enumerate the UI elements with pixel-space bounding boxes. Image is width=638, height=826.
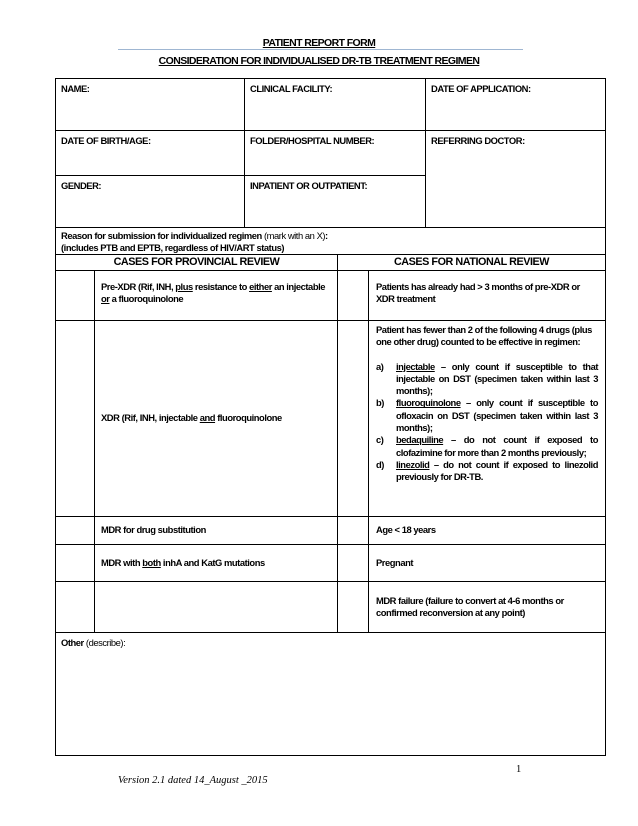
form-subtitle: CONSIDERATION FOR INDIVIDUALISED DR-TB TREATMENT REGIMEN (158, 55, 480, 67)
folder-number-field[interactable] (244, 130, 426, 176)
checkbox-pregnant[interactable] (337, 544, 369, 582)
other-describe-hint: (describe): (83, 637, 126, 648)
national-review-header: CASES FOR NATIONAL REVIEW (337, 254, 606, 271)
clinical-facility-label: CLINICAL FACILITY: (250, 83, 333, 94)
date-of-application-label: DATE OF APPLICATION: (431, 83, 531, 94)
other-describe-field[interactable] (55, 632, 606, 756)
checkbox-effective-drugs[interactable] (337, 320, 369, 517)
referring-doctor-label: REFERRING DOCTOR: (431, 135, 525, 146)
name-label: NAME: (61, 83, 90, 94)
reason-includes-note: (includes PTB and EPTB, regardless of HIV/ART status) (61, 241, 285, 253)
date-of-application-field[interactable] (425, 78, 606, 131)
national-item-pregnant: Pregnant (368, 544, 606, 582)
checkbox-provincial-blank[interactable] (55, 581, 95, 633)
provincial-item-blank (94, 581, 338, 633)
provincial-item-mdr-mutations: MDR with both inhA and KatG mutations (94, 544, 338, 582)
national-item-effective-drugs (368, 320, 606, 517)
checkbox-prior-treatment[interactable] (337, 270, 369, 321)
national-item-age: Age < 18 years (368, 516, 606, 545)
provincial-item-mdr-substitution: MDR for drug substitution (94, 516, 338, 545)
referring-doctor-field[interactable] (425, 130, 606, 228)
reason-colon: : (325, 230, 328, 241)
checkbox-mdr-substitution[interactable] (55, 516, 95, 545)
checkbox-pre-xdr[interactable] (55, 270, 95, 321)
inpatient-outpatient-field[interactable] (244, 175, 426, 228)
name-field[interactable] (55, 78, 245, 131)
dob-age-label: DATE OF BIRTH/AGE: (61, 135, 151, 146)
clinical-facility-field[interactable] (244, 78, 426, 131)
reason-mark-hint: (mark with an X) (261, 230, 326, 241)
folder-number-label: FOLDER/HOSPITAL NUMBER: (250, 135, 375, 146)
drug-item-fluoroquinolone: b) fluoroquinolone – only count if susceptible to ofloxacin on DST (specimen taken within last 3 months); (376, 397, 598, 434)
checkbox-mdr-mutations[interactable] (55, 544, 95, 582)
version-footer: Version 2.1 dated 14_August _2015 (118, 775, 268, 786)
checkbox-mdr-failure[interactable] (337, 581, 369, 633)
form-title: PATIENT REPORT FORM (262, 37, 376, 49)
other-label: Other (61, 637, 84, 648)
drug-item-bedaquiline: c) bedaquiline – do not count if exposed to clofazimine for more than 2 months previously; (376, 434, 598, 458)
national-item-prior-treatment: Patients has already had > 3 months of pre-XDR or XDR treatment (368, 270, 606, 321)
title-rule (118, 49, 523, 50)
effective-drugs-intro: Patient has fewer than 2 of the following 4 drugs (plus one other drug) counted to be effective in regimen: (376, 324, 592, 348)
effective-drugs-list (376, 361, 598, 484)
drug-item-injectable: a) injectable – only count if susceptible to that injectable on DST (specimen taken within last 3 months); (376, 360, 598, 397)
provincial-item-pre-xdr: Pre-XDR (Rif, INH, plus resistance to either an injectable or a fluoroquinolone (94, 270, 338, 321)
gender-label: GENDER: (61, 180, 102, 191)
reason-label: Reason for submission for individualized regimen (61, 230, 262, 241)
reason-block (55, 227, 606, 255)
checkbox-age[interactable] (337, 516, 369, 545)
checkbox-xdr[interactable] (55, 320, 95, 517)
provincial-review-header: CASES FOR PROVINCIAL REVIEW (55, 254, 338, 271)
inpatient-outpatient-label: INPATIENT OR OUTPATIENT: (250, 180, 368, 191)
page-number: 1 (516, 764, 522, 775)
gender-field[interactable] (55, 175, 245, 228)
provincial-item-xdr: XDR (Rif, INH, injectable and fluoroquinolone (94, 320, 338, 517)
drug-item-linezolid: d) linezolid – do not count if exposed to linezolid previously for DR-TB. (376, 458, 598, 483)
dob-age-field[interactable] (55, 130, 245, 176)
national-item-mdr-failure: MDR failure (failure to convert at 4-6 months or confirmed reconversion at any point) (368, 581, 606, 633)
